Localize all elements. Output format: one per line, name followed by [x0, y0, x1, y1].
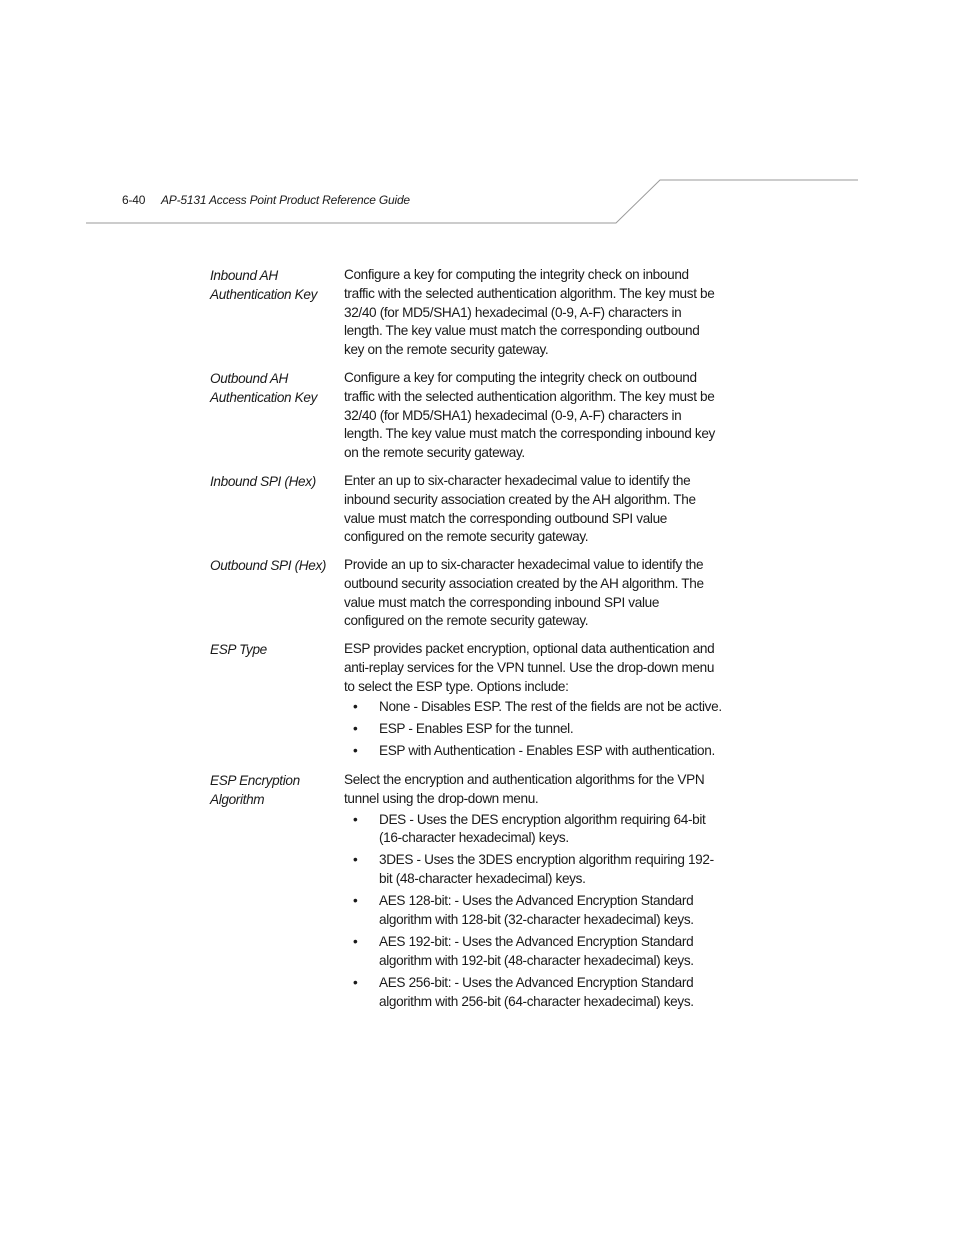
bullet-icon: •	[353, 721, 358, 737]
param-description	[344, 369, 722, 463]
param-description-text: Configure a key for computing the integrity check on inbound traffic with the selected authentication algorithm. The key must be 32/40 (for MD5/SHA1) hexadecimal (0-9, A-F) characters in length. The key value must match the corresponding outbound key on the remote security gateway.	[344, 267, 715, 358]
param-description-text: Configure a key for computing the integrity check on outbound traffic with the selected authentication algorithm. The key must be 32/40 (for MD5/SHA1) hexadecimal (0-9, A-F) characters in length. The key value must match the corresponding inbound key on the remote security gateway.	[344, 370, 715, 461]
param-name	[210, 771, 338, 809]
param-name	[210, 640, 338, 659]
list-item	[344, 742, 722, 761]
param-name	[210, 266, 338, 304]
param-description	[344, 266, 722, 360]
param-description	[344, 640, 722, 764]
bullet-icon: •	[353, 699, 358, 715]
bullet-icon: •	[353, 893, 358, 909]
page-number: 6-40	[122, 193, 146, 207]
param-description-text: Select the encryption and authentication algorithms for the VPN tunnel using the drop-down menu.	[344, 772, 705, 806]
list-item-text: 3DES - Uses the 3DES encryption algorithm requiring 192-bit (48-character hexadecimal) keys.	[379, 852, 714, 887]
param-description-text: Provide an up to six-character hexadecimal value to identify the outbound security association created by the AH algorithm. The value must match the corresponding inbound SPI value configured on the remote security gateway.	[344, 557, 704, 629]
bullet-icon: •	[353, 811, 358, 827]
param-description-text: ESP provides packet encryption, optional data authentication and anti-replay services for the VPN tunnel. Use the drop-down menu to select the ESP type. Options include:	[344, 641, 715, 694]
bullet-list	[344, 698, 722, 761]
param-name-line: ESP Encryption	[210, 773, 300, 788]
list-item-text: ESP - Enables ESP for the tunnel.	[379, 721, 574, 737]
list-item-text: ESP with Authentication - Enables ESP with authentication.	[379, 743, 715, 759]
list-item	[344, 974, 722, 1012]
list-item-text: None - Disables ESP. The rest of the fields are not be active.	[379, 699, 722, 715]
guide-title: AP-5131 Access Point Product Reference Guide	[161, 193, 410, 207]
list-item-text: AES 256-bit: - Uses the Advanced Encryption Standard algorithm with 256-bit (64-character hexadecimal) keys.	[379, 974, 694, 1009]
param-name-line: ESP Type	[210, 642, 267, 657]
list-item	[344, 892, 722, 930]
bullet-icon: •	[353, 974, 358, 990]
list-item-text: DES - Uses the DES encryption algorithm requiring 64-bit (16-character hexadecimal) keys.	[379, 811, 706, 846]
param-name-line: Outbound AH	[210, 371, 289, 386]
param-name-line: Authentication Key	[210, 287, 318, 302]
param-name-line: Inbound SPI (Hex)	[210, 474, 316, 489]
param-description	[344, 771, 722, 1015]
param-name-line: Outbound SPI (Hex)	[210, 558, 327, 573]
param-name	[210, 556, 338, 575]
list-item-text: AES 128-bit: - Uses the Advanced Encryption Standard algorithm with 128-bit (32-character hexadecimal) keys.	[379, 893, 694, 927]
list-item	[344, 851, 722, 889]
param-name-line: Authentication Key	[210, 390, 318, 405]
bullet-icon: •	[353, 852, 358, 868]
bullet-icon: •	[353, 743, 358, 759]
param-name	[210, 369, 338, 407]
bullet-list	[344, 811, 722, 1012]
bullet-icon: •	[353, 933, 358, 949]
param-description	[344, 472, 722, 547]
list-item	[344, 720, 722, 739]
param-description	[344, 556, 722, 631]
list-item	[344, 933, 722, 971]
param-name-line: Inbound AH	[210, 268, 278, 283]
list-item	[344, 698, 722, 717]
param-name-line: Algorithm	[210, 792, 265, 807]
param-name	[210, 472, 338, 491]
list-item-text: AES 192-bit: - Uses the Advanced Encryption Standard algorithm with 192-bit (48-character hexadecimal) keys.	[379, 933, 694, 968]
list-item	[344, 811, 722, 849]
param-description-text: Enter an up to six-character hexadecimal value to identify the inbound security association created by the AH algorithm. The value must match the corresponding outbound SPI value configured on the remote security gateway.	[344, 473, 696, 545]
